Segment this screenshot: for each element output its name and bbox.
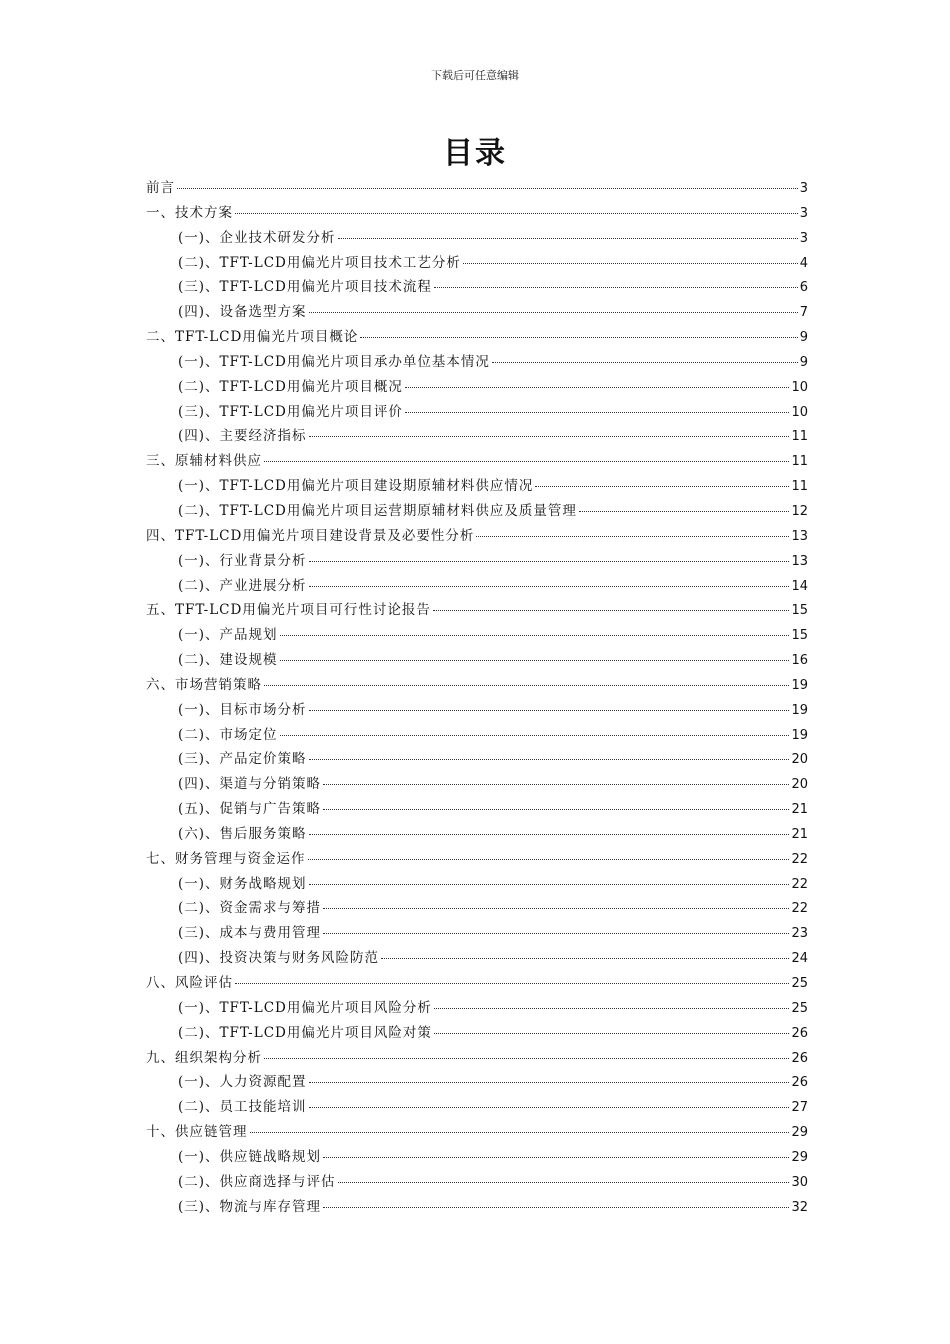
toc-entry-label: (四)、设备选型方案 <box>178 304 307 321</box>
toc-dot-leader <box>177 187 798 189</box>
toc-dot-leader <box>309 833 790 835</box>
toc-dot-leader <box>535 485 789 487</box>
toc-entry-label: (一)、TFT-LCD用偏光片项目建设期原辅材料供应情况 <box>178 478 534 495</box>
toc-dot-leader <box>476 535 789 537</box>
toc-entry-label: 五、TFT-LCD用偏光片项目可行性讨论报告 <box>146 602 431 619</box>
toc-entry[interactable] <box>146 350 808 375</box>
toc-entry[interactable] <box>146 996 808 1021</box>
toc-entry-page-number: 24 <box>791 951 808 967</box>
toc-dot-leader <box>309 560 790 562</box>
toc-dot-leader <box>338 237 798 239</box>
toc-entry-page-number: 22 <box>791 851 808 867</box>
toc-entry-label: 六、市场营销策略 <box>146 676 262 693</box>
toc-entry-label: (一)、TFT-LCD用偏光片项目风险分析 <box>178 999 432 1016</box>
toc-entry[interactable] <box>146 1046 808 1071</box>
toc-entry[interactable] <box>146 400 808 425</box>
toc-entry-label: 前言 <box>146 180 175 196</box>
toc-dot-leader <box>280 634 790 636</box>
toc-entry-page-number: 11 <box>791 479 808 495</box>
toc-entry[interactable] <box>146 251 808 276</box>
toc-entry[interactable] <box>146 971 808 996</box>
toc-entry[interactable] <box>146 847 808 872</box>
toc-dot-leader <box>309 311 798 313</box>
toc-dot-leader <box>250 1131 790 1133</box>
toc-dot-leader <box>434 286 798 288</box>
toc-entry-label: 一、技术方案 <box>146 204 233 221</box>
toc-entry-page-number: 15 <box>791 628 808 644</box>
toc-entry-page-number: 13 <box>791 528 808 544</box>
toc-entry[interactable] <box>146 896 808 921</box>
toc-dot-leader <box>309 1081 790 1083</box>
toc-entry[interactable] <box>146 1170 808 1195</box>
toc-entry[interactable] <box>146 723 808 748</box>
toc-entry-label: (三)、TFT-LCD用偏光片项目技术流程 <box>178 279 432 296</box>
toc-entry-page-number: 3 <box>799 205 808 221</box>
toc-entry-label: (二)、TFT-LCD用偏光片项目风险对策 <box>178 1024 432 1041</box>
toc-entry-label: (二)、员工技能培训 <box>178 1099 307 1116</box>
toc-entry-label: (一)、供应链战略规划 <box>178 1148 322 1165</box>
toc-entry[interactable] <box>146 201 808 226</box>
toc-entry[interactable] <box>146 946 808 971</box>
toc-entry[interactable] <box>146 325 808 350</box>
toc-entry-page-number: 11 <box>791 429 808 445</box>
toc-entry-label: 十、供应链管理 <box>146 1124 248 1141</box>
toc-dot-leader <box>360 336 797 338</box>
toc-entry-page-number: 4 <box>799 255 808 271</box>
toc-entry-label: (二)、TFT-LCD用偏光片项目运营期原辅材料供应及质量管理 <box>178 502 577 519</box>
toc-entry-page-number: 10 <box>791 379 808 395</box>
toc-entry[interactable] <box>146 375 808 400</box>
toc-entry[interactable] <box>146 598 808 623</box>
toc-dot-leader <box>264 684 789 686</box>
table-of-contents <box>146 176 808 1219</box>
toc-entry[interactable] <box>146 1145 808 1170</box>
toc-entry-page-number: 32 <box>791 1199 808 1215</box>
toc-entry-label: (一)、TFT-LCD用偏光片项目承办单位基本情况 <box>178 353 490 370</box>
toc-entry-page-number: 21 <box>791 802 808 818</box>
toc-entry-page-number: 19 <box>791 677 808 693</box>
toc-entry-label: 二、TFT-LCD用偏光片项目概论 <box>146 329 359 346</box>
toc-entry[interactable] <box>146 226 808 251</box>
toc-entry[interactable] <box>146 424 808 449</box>
toc-entry[interactable] <box>146 797 808 822</box>
toc-dot-leader <box>309 883 790 885</box>
toc-entry-label: (四)、渠道与分销策略 <box>178 776 322 793</box>
toc-entry[interactable] <box>146 1095 808 1120</box>
toc-entry-page-number: 29 <box>791 1149 808 1165</box>
toc-dot-leader <box>433 609 790 611</box>
toc-entry-page-number: 30 <box>791 1174 808 1190</box>
toc-entry-label: (二)、TFT-LCD用偏光片项目概况 <box>178 378 403 395</box>
toc-entry-label: (六)、售后服务策略 <box>178 825 307 842</box>
toc-dot-leader <box>323 1206 789 1208</box>
toc-entry-page-number: 27 <box>791 1100 808 1116</box>
toc-entry-label: 九、组织架构分析 <box>146 1049 262 1066</box>
toc-dot-leader <box>309 435 790 437</box>
toc-entry-page-number: 22 <box>791 876 808 892</box>
toc-entry[interactable] <box>146 1195 808 1220</box>
toc-entry-label: (四)、投资决策与财务风险防范 <box>178 950 380 967</box>
toc-entry-page-number: 29 <box>791 1125 808 1141</box>
toc-entry[interactable] <box>146 524 808 549</box>
toc-dot-leader <box>463 262 798 264</box>
toc-entry-page-number: 23 <box>791 926 808 942</box>
toc-entry[interactable] <box>146 698 808 723</box>
toc-dot-leader <box>264 460 789 462</box>
toc-entry-label: (一)、行业背景分析 <box>178 552 307 569</box>
toc-entry-page-number: 9 <box>799 354 808 370</box>
toc-dot-leader <box>264 1057 789 1059</box>
toc-entry[interactable] <box>146 275 808 300</box>
toc-entry-page-number: 9 <box>799 330 808 346</box>
toc-entry-label: (一)、财务战略规划 <box>178 875 307 892</box>
toc-dot-leader <box>235 212 798 214</box>
toc-entry-page-number: 6 <box>799 280 808 296</box>
toc-entry-label: (三)、TFT-LCD用偏光片项目评价 <box>178 403 403 420</box>
toc-entry-page-number: 11 <box>791 454 808 470</box>
toc-entry-label: (一)、目标市场分析 <box>178 701 307 718</box>
toc-dot-leader <box>280 734 790 736</box>
toc-entry-page-number: 13 <box>791 553 808 569</box>
toc-entry-page-number: 3 <box>799 230 808 246</box>
toc-entry-label: (三)、产品定价策略 <box>178 751 307 768</box>
toc-entry[interactable] <box>146 772 808 797</box>
toc-entry-page-number: 26 <box>791 1025 808 1041</box>
toc-entry-label: 三、原辅材料供应 <box>146 453 262 470</box>
toc-entry[interactable] <box>146 1070 808 1095</box>
toc-entry-label: (二)、资金需求与筹措 <box>178 900 322 917</box>
toc-entry-label: (二)、供应商选择与评估 <box>178 1173 336 1190</box>
toc-entry-label: (一)、人力资源配置 <box>178 1074 307 1091</box>
toc-entry-page-number: 20 <box>791 752 808 768</box>
toc-entry-label: 八、风险评估 <box>146 975 233 991</box>
toc-entry-page-number: 21 <box>791 826 808 842</box>
toc-entry-page-number: 12 <box>791 503 808 519</box>
toc-dot-leader <box>280 659 790 661</box>
toc-entry[interactable] <box>146 300 808 325</box>
toc-dot-leader <box>405 386 790 388</box>
toc-entry[interactable] <box>146 474 808 499</box>
toc-entry[interactable] <box>146 623 808 648</box>
toc-dot-leader <box>381 957 789 959</box>
toc-entry-page-number: 19 <box>791 727 808 743</box>
toc-entry[interactable] <box>146 574 808 599</box>
toc-entry-label: 七、财务管理与资金运作 <box>146 850 306 867</box>
toc-dot-leader <box>309 1106 790 1108</box>
toc-entry[interactable] <box>146 648 808 673</box>
toc-entry-page-number: 26 <box>791 1075 808 1091</box>
page-title: 目录 <box>443 136 507 171</box>
toc-entry[interactable] <box>146 176 808 201</box>
toc-dot-leader <box>323 1156 789 1158</box>
toc-dot-leader <box>492 361 798 363</box>
toc-entry[interactable] <box>146 449 808 474</box>
toc-dot-leader <box>323 907 789 909</box>
toc-entry-label: (二)、TFT-LCD用偏光片项目技术工艺分析 <box>178 254 461 271</box>
toc-entry-label: (三)、成本与费用管理 <box>178 925 322 942</box>
toc-dot-leader <box>235 982 789 984</box>
toc-entry-label: (二)、市场定位 <box>178 726 278 743</box>
toc-dot-leader <box>434 1007 790 1009</box>
toc-dot-leader <box>309 709 790 711</box>
toc-entry-page-number: 16 <box>791 653 808 669</box>
toc-entry-page-number: 25 <box>791 1000 808 1016</box>
toc-dot-leader <box>338 1181 790 1183</box>
toc-entry-page-number: 26 <box>791 1050 808 1066</box>
toc-entry[interactable] <box>146 549 808 574</box>
toc-dot-leader <box>579 510 790 512</box>
toc-entry-label: (一)、产品规划 <box>178 627 278 644</box>
toc-entry-page-number: 20 <box>791 777 808 793</box>
toc-entry[interactable] <box>146 1021 808 1046</box>
toc-dot-leader <box>323 808 789 810</box>
toc-entry[interactable] <box>146 673 808 698</box>
toc-dot-leader <box>323 932 789 934</box>
toc-entry-page-number: 22 <box>791 901 808 917</box>
toc-entry-page-number: 25 <box>791 976 808 991</box>
toc-entry-page-number: 19 <box>791 702 808 718</box>
toc-entry-page-number: 10 <box>791 404 808 420</box>
toc-entry[interactable] <box>146 822 808 847</box>
toc-entry-page-number: 3 <box>799 181 808 196</box>
toc-entry-label: (二)、建设规模 <box>178 652 278 669</box>
toc-entry[interactable] <box>146 872 808 897</box>
toc-entry-label: (五)、促销与广告策略 <box>178 801 322 818</box>
toc-dot-leader <box>308 858 790 860</box>
toc-entry-label: (二)、产业进展分析 <box>178 577 307 594</box>
toc-dot-leader <box>323 783 789 785</box>
toc-entry-page-number: 14 <box>791 578 808 594</box>
toc-entry[interactable] <box>146 921 808 946</box>
toc-entry-label: (三)、物流与库存管理 <box>178 1198 322 1215</box>
toc-dot-leader <box>309 585 790 587</box>
toc-entry-label: 四、TFT-LCD用偏光片项目建设背景及必要性分析 <box>146 527 475 544</box>
header-note: 下载后可任意编辑 <box>431 69 519 82</box>
toc-dot-leader <box>434 1032 790 1034</box>
toc-entry-page-number: 7 <box>799 305 808 321</box>
toc-dot-leader <box>405 411 790 413</box>
toc-entry-label: (四)、主要经济指标 <box>178 428 307 445</box>
toc-entry[interactable] <box>146 1120 808 1145</box>
toc-entry[interactable] <box>146 747 808 772</box>
toc-entry[interactable] <box>146 499 808 524</box>
toc-dot-leader <box>309 758 790 760</box>
toc-entry-page-number: 15 <box>791 603 808 619</box>
toc-entry-label: (一)、企业技术研发分析 <box>178 229 336 246</box>
